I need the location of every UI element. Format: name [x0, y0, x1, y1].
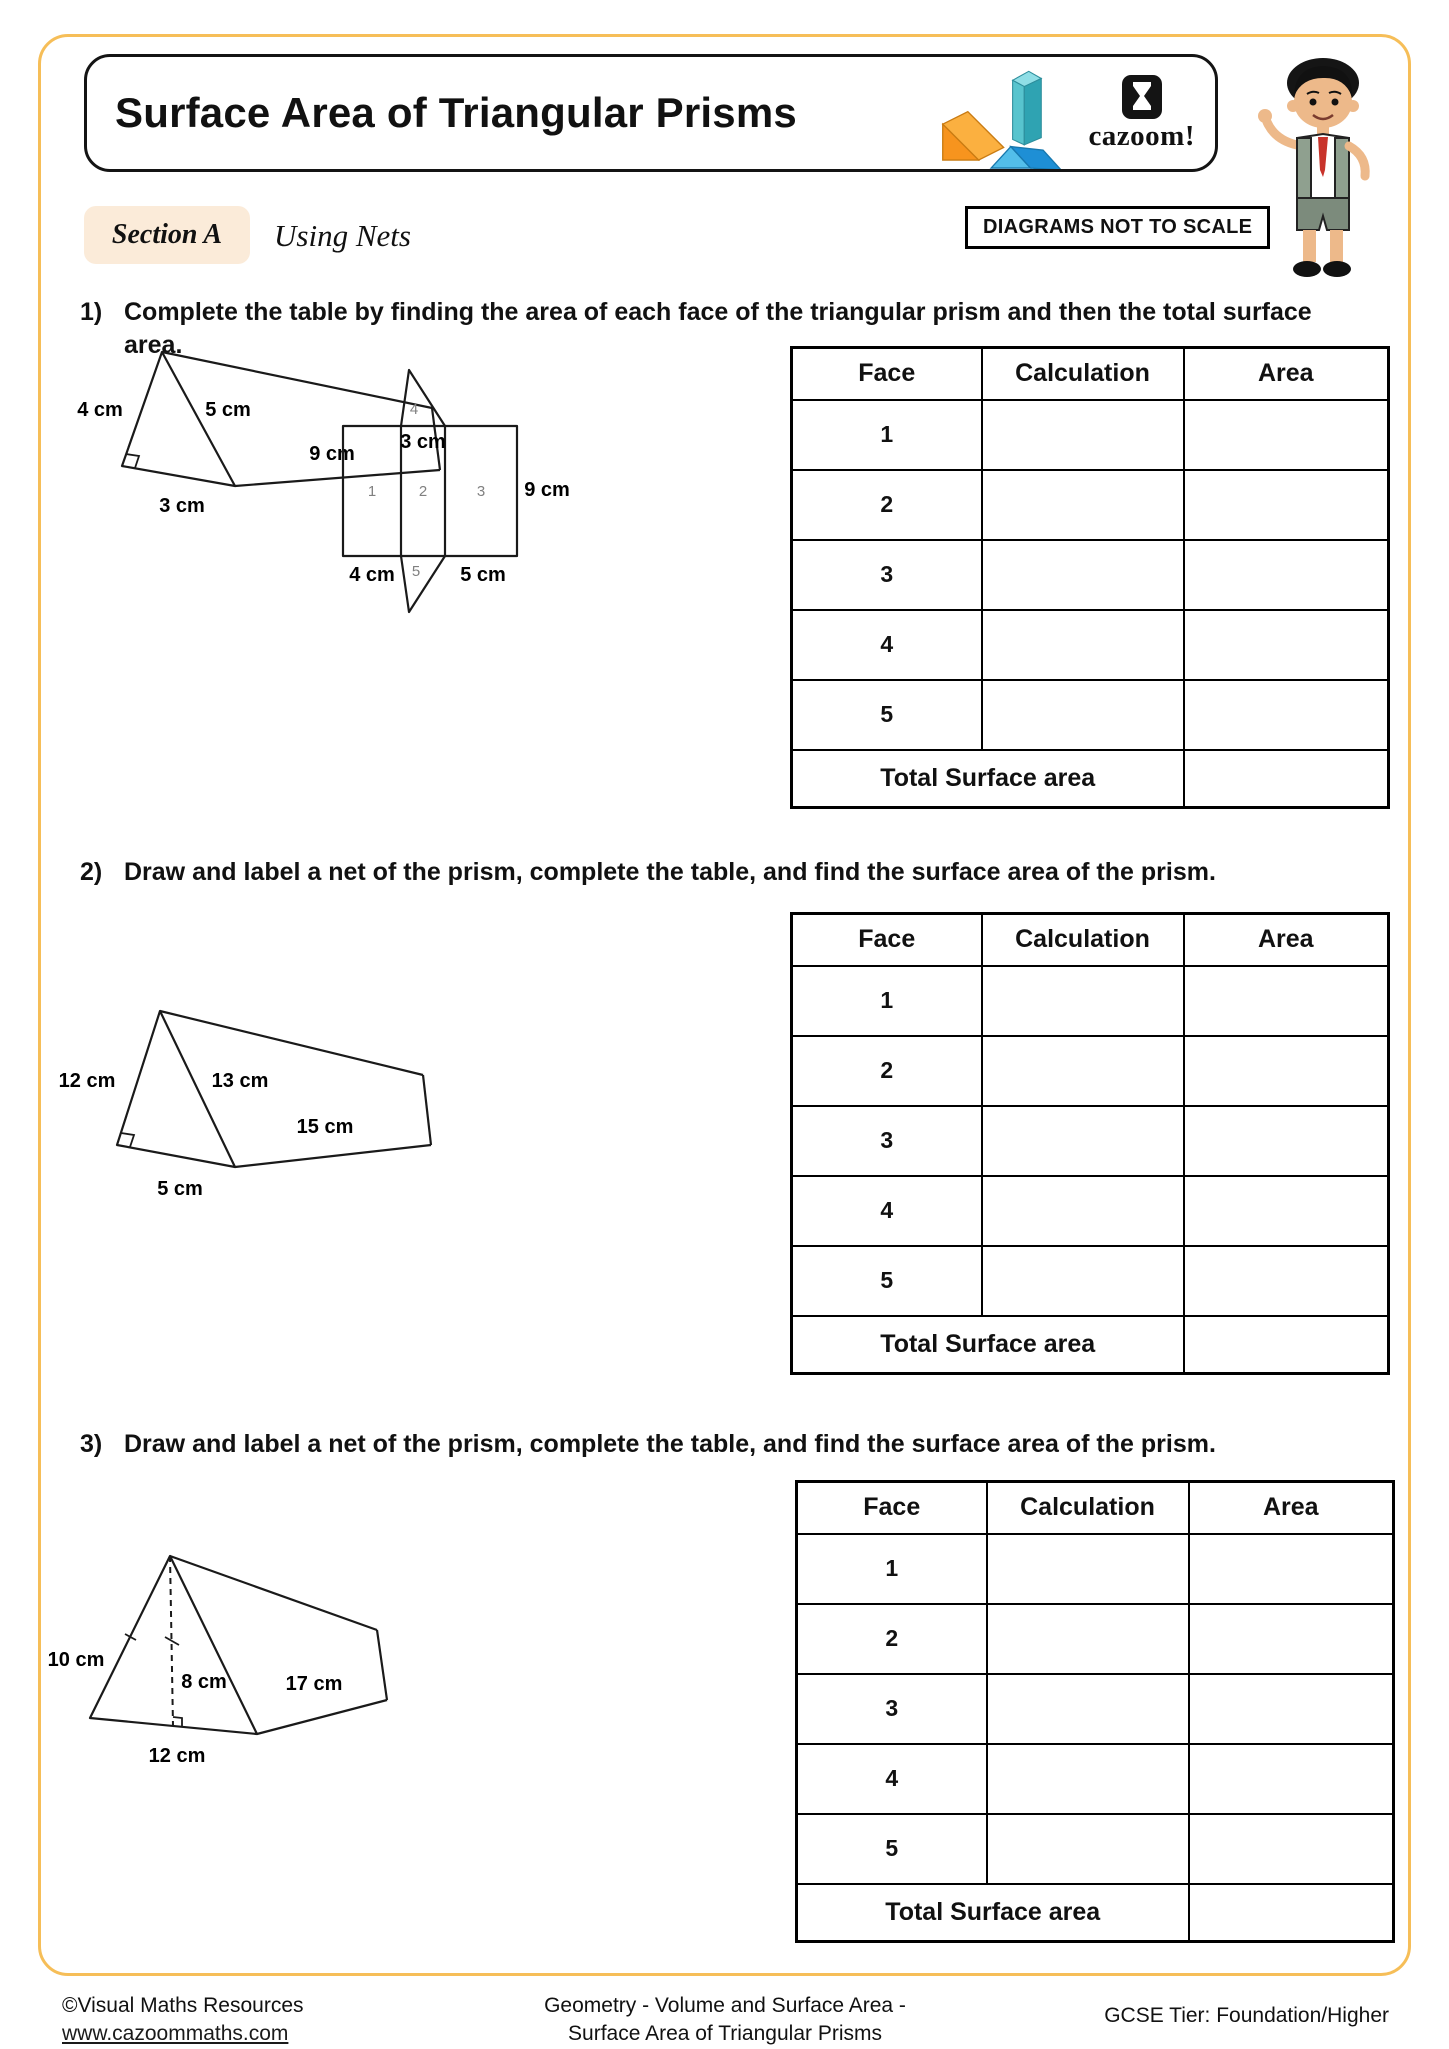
q3-total-row	[797, 1884, 1394, 1942]
q2-prism-top-ridge	[160, 1011, 423, 1075]
q2-height-label: 12 cm	[58, 1070, 116, 1092]
total-area-cell	[1184, 750, 1389, 808]
total-area-cell	[1189, 1884, 1394, 1942]
area-cell	[1184, 400, 1389, 470]
face-number-cell: 5	[792, 680, 982, 750]
net-rect1-width-label: 4 cm	[349, 564, 395, 586]
calculation-cell	[982, 400, 1184, 470]
area-column-header: Area	[1184, 348, 1389, 400]
gcse-tier-text: GCSE Tier: Foundation/Higher	[1104, 2004, 1389, 2027]
q2-face-row-4	[792, 1176, 1389, 1246]
q3-height-label: 8 cm	[181, 1671, 227, 1693]
q1-face-row-3	[792, 540, 1389, 610]
q2-total-row	[792, 1316, 1389, 1374]
area-cell	[1189, 1534, 1394, 1604]
right-eye	[1332, 99, 1339, 106]
net-bottom-triangle	[401, 556, 445, 612]
page-title: Surface Area of Triangular Prisms	[115, 89, 797, 136]
face-number-cell: 2	[792, 1036, 982, 1106]
q1-net-diagram	[335, 368, 585, 620]
cazoom-logo	[1088, 74, 1195, 153]
left-eye	[1310, 99, 1317, 106]
net-face-4-number: 4	[409, 401, 419, 418]
q3-prism-bottom-edge	[257, 1700, 387, 1734]
calculation-cell	[982, 470, 1184, 540]
face-number-cell: 4	[792, 1176, 982, 1246]
q3-prism-far-edge	[377, 1630, 387, 1700]
website-link[interactable]: www.cazoommaths.com	[62, 2022, 289, 2046]
q2-table-header-row	[792, 914, 1389, 966]
area-cell	[1184, 1106, 1389, 1176]
q3-prism-front-triangle	[90, 1556, 257, 1734]
right-shoe	[1323, 261, 1351, 277]
q3-face-row-5	[797, 1814, 1394, 1884]
q3-face-row-3	[797, 1674, 1394, 1744]
q2-length-label: 15 cm	[296, 1116, 354, 1138]
mascot-character	[1245, 50, 1395, 290]
net-rect3-width-label: 5 cm	[460, 564, 506, 586]
left-shoe	[1293, 261, 1321, 277]
header-artwork	[930, 57, 1215, 169]
face-number-cell: 3	[792, 1106, 982, 1176]
lowered-arm	[1349, 146, 1365, 176]
vest-left	[1297, 138, 1311, 198]
face-column-header: Face	[792, 914, 982, 966]
area-cell	[1184, 966, 1389, 1036]
section-title: Using Nets	[274, 218, 411, 253]
copyright-text: ©Visual Maths Resources	[62, 1994, 304, 2017]
q2-face-row-2	[792, 1036, 1389, 1106]
face-number-cell: 2	[792, 470, 982, 540]
face-column-header: Face	[792, 348, 982, 400]
calculation-cell	[982, 610, 1184, 680]
area-cell	[1184, 680, 1389, 750]
area-cell	[1184, 1036, 1389, 1106]
calculation-cell	[987, 1534, 1189, 1604]
calculation-column-header: Calculation	[987, 1482, 1189, 1534]
diagrams-not-to-scale-note: DIAGRAMS NOT TO SCALE	[965, 206, 1270, 249]
area-cell	[1189, 1604, 1394, 1674]
q1-face-row-4	[792, 610, 1389, 680]
q2-prism-diagram	[55, 995, 445, 1210]
face-number-cell: 5	[797, 1814, 987, 1884]
net-face-5-number: 5	[411, 563, 421, 580]
area-cell	[1184, 1246, 1389, 1316]
calculation-cell	[987, 1604, 1189, 1674]
area-cell	[1189, 1744, 1394, 1814]
question-3-number: 3)	[80, 1430, 103, 1458]
calculation-cell	[987, 1744, 1189, 1814]
q3-side-label: 10 cm	[47, 1649, 105, 1671]
net-top-width-label: 3 cm	[400, 431, 446, 453]
question-2	[80, 856, 1374, 889]
q3-face-row-2	[797, 1604, 1394, 1674]
calculation-column-header: Calculation	[982, 348, 1184, 400]
calculation-cell	[982, 1176, 1184, 1246]
q2-base-label: 5 cm	[157, 1178, 203, 1200]
hourglass-icon	[1121, 74, 1163, 120]
right-leg	[1330, 230, 1343, 262]
net-face-1-number: 1	[367, 483, 377, 500]
section-badge	[84, 206, 250, 264]
area-column-header: Area	[1189, 1482, 1394, 1534]
net-face-2-number: 2	[418, 483, 428, 500]
teal-prism-front-face	[1013, 80, 1025, 145]
header-banner	[84, 54, 1218, 172]
footer-left	[62, 1992, 304, 2049]
raised-arm	[1267, 122, 1297, 145]
cartoon-boy-illustration	[1245, 50, 1395, 285]
q2-face-row-5	[792, 1246, 1389, 1316]
q1-slant-label: 5 cm	[205, 399, 251, 421]
area-cell	[1184, 470, 1389, 540]
question-1-number: 1)	[80, 298, 103, 326]
face-column-header: Face	[797, 1482, 987, 1534]
face-number-cell: 4	[792, 610, 982, 680]
face-number-cell: 1	[792, 400, 982, 470]
q1-right-angle-marker	[126, 454, 139, 468]
teal-prism-side-face	[1025, 79, 1042, 145]
q2-prism-far-edge	[423, 1075, 431, 1145]
q2-face-row-1	[792, 966, 1389, 1036]
question-2-number: 2)	[80, 858, 103, 886]
net-face-3-number: 3	[476, 483, 486, 500]
q3-table-header-row	[797, 1482, 1394, 1534]
q3-face-row-1	[797, 1534, 1394, 1604]
calculation-cell	[982, 1036, 1184, 1106]
face-number-cell: 2	[797, 1604, 987, 1674]
calculation-cell	[982, 966, 1184, 1036]
face-number-cell: 4	[797, 1744, 987, 1814]
shorts	[1297, 198, 1349, 230]
prisms-illustration	[930, 57, 1080, 169]
area-cell	[1189, 1674, 1394, 1744]
q1-face-table	[790, 346, 1390, 809]
face-number-cell: 3	[797, 1674, 987, 1744]
q2-face-table	[790, 912, 1390, 1375]
face-number-cell: 1	[797, 1534, 987, 1604]
q1-face-row-2	[792, 470, 1389, 540]
q3-prism-diagram	[42, 1538, 412, 1770]
logo-wordmark: cazoom!	[1088, 119, 1195, 152]
calculation-cell	[982, 680, 1184, 750]
calculation-column-header: Calculation	[982, 914, 1184, 966]
calculation-cell	[987, 1674, 1189, 1744]
calculation-cell	[987, 1814, 1189, 1884]
q2-face-row-3	[792, 1106, 1389, 1176]
net-top-triangle	[401, 370, 445, 426]
face-number-cell: 1	[792, 966, 982, 1036]
face-number-cell: 5	[792, 1246, 982, 1316]
q1-total-row	[792, 750, 1389, 808]
q2-slant-label: 13 cm	[211, 1070, 269, 1092]
topic-line-2: Surface Area of Triangular Prisms	[568, 2022, 882, 2046]
q1-base-label: 3 cm	[159, 495, 205, 517]
hand	[1258, 109, 1272, 123]
net-height-label: 9 cm	[524, 479, 570, 501]
q2-right-angle-marker	[121, 1133, 134, 1147]
area-cell	[1184, 610, 1389, 680]
q1-table-header-row	[792, 348, 1389, 400]
question-3	[80, 1428, 1374, 1461]
section-label: Section A	[111, 219, 223, 250]
q1-face-row-5	[792, 680, 1389, 750]
q1-face-row-1	[792, 400, 1389, 470]
q3-length-label: 17 cm	[285, 1673, 343, 1695]
question-3-text: Draw and label a net of the prism, complete the table, and find the surface area of the prism.	[124, 1430, 1216, 1458]
q1-length-label: 9 cm	[309, 443, 355, 465]
area-cell	[1184, 540, 1389, 610]
face-number-cell: 3	[792, 540, 982, 610]
topic-line-1: Geometry - Volume and Surface Area -	[544, 1994, 906, 2017]
q2-prism-bottom-edge	[235, 1145, 431, 1167]
area-cell	[1184, 1176, 1389, 1246]
q1-height-label: 4 cm	[77, 399, 123, 421]
q3-base-label: 12 cm	[148, 1745, 206, 1767]
total-area-cell	[1184, 1316, 1389, 1374]
total-surface-area-label: Total Surface area	[792, 1316, 1184, 1374]
calculation-cell	[982, 540, 1184, 610]
footer-center	[425, 1992, 1025, 2049]
left-leg	[1303, 230, 1316, 262]
left-ear	[1287, 100, 1299, 112]
total-surface-area-label: Total Surface area	[792, 750, 1184, 808]
calculation-cell	[982, 1106, 1184, 1176]
area-column-header: Area	[1184, 914, 1389, 966]
q3-face-row-4	[797, 1744, 1394, 1814]
right-ear	[1347, 100, 1359, 112]
question-1-text: Complete the table by finding the area of each face of the triangular prism and then the total surface area.	[124, 298, 1312, 359]
q3-face-table	[795, 1480, 1395, 1943]
area-cell	[1189, 1814, 1394, 1884]
calculation-cell	[982, 1246, 1184, 1316]
total-surface-area-label: Total Surface area	[797, 1884, 1189, 1942]
question-2-text: Draw and label a net of the prism, complete the table, and find the surface area of the prism.	[124, 858, 1216, 886]
